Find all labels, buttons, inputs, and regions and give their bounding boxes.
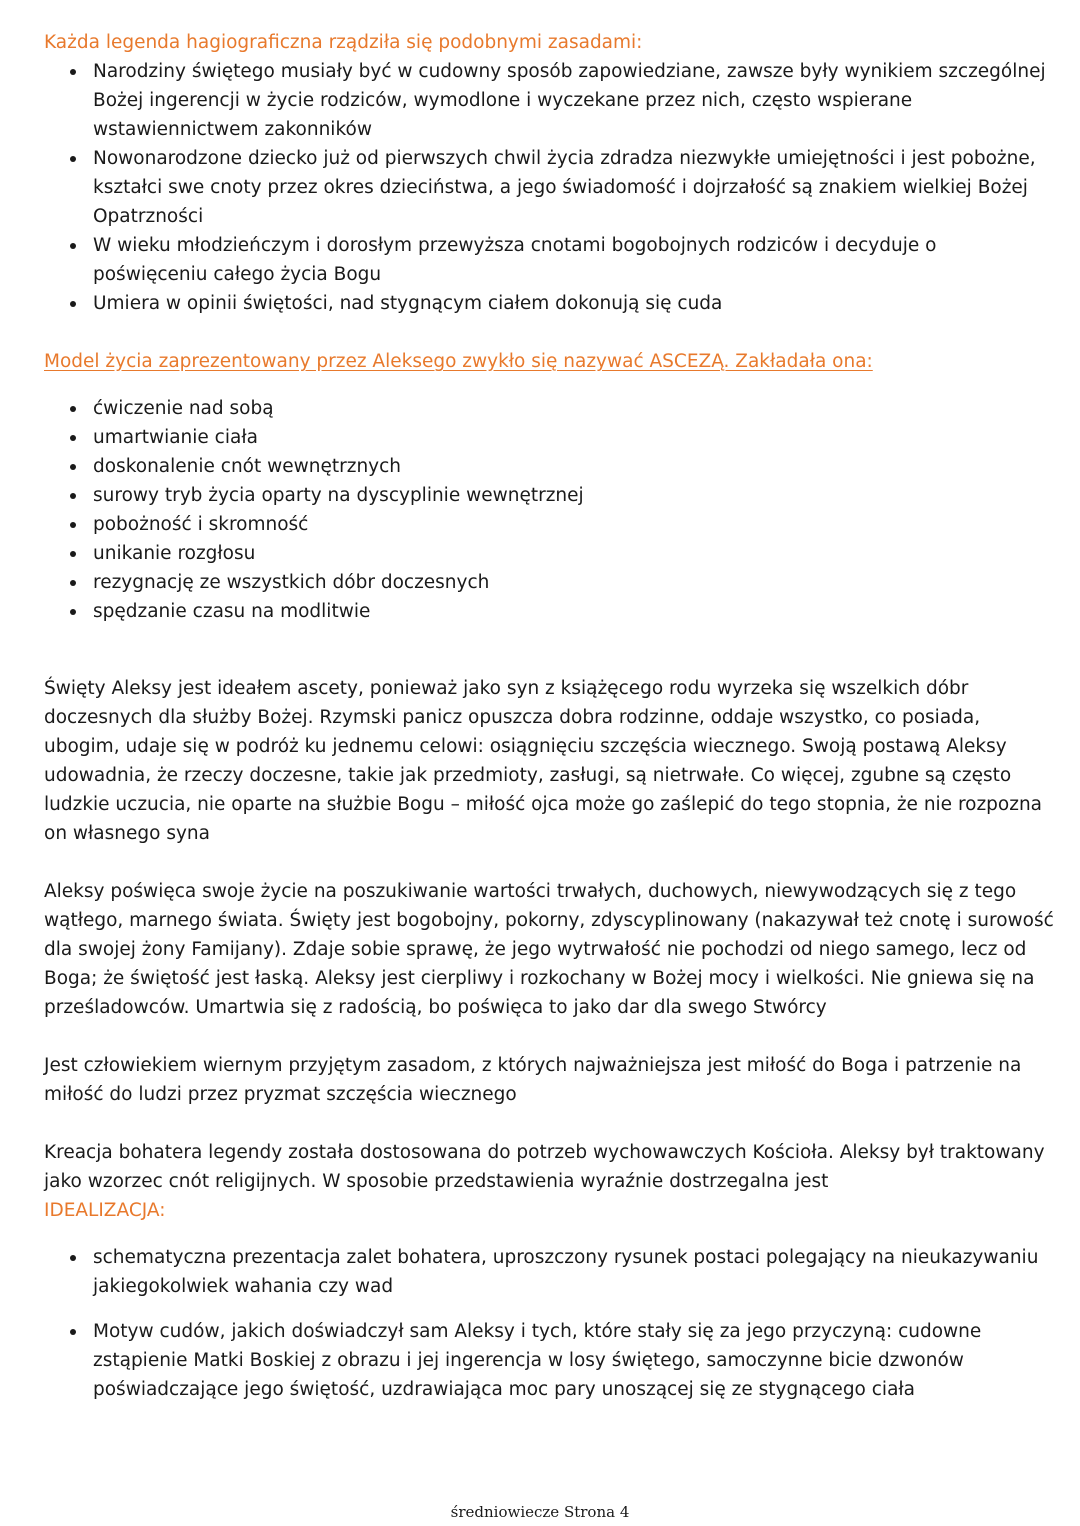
section-heading: Każda legenda hagiograficzna rządziła się podobnymi zasadami:	[44, 32, 643, 53]
section-hagiography-rules	[44, 28, 1054, 318]
list-item: pobożność i skromność	[44, 510, 1054, 539]
idealization-label: IDEALIZACJA:	[44, 1200, 166, 1221]
list-item: rezygnację ze wszystkich dóbr doczesnych	[44, 568, 1054, 597]
bullet-list	[44, 1243, 1054, 1404]
list-item: unikanie rozgłosu	[44, 539, 1054, 568]
list-item: Narodziny świętego musiały być w cudowny sposób zapowiedziane, zawsze były wynikiem szczególnej Bożej ingerencji w życie rodziców, wymodlone i wyczekane przez nich, często wspierane wstawiennictwem zakonników	[44, 57, 1054, 144]
paragraph-4	[44, 1138, 1054, 1225]
bullet-icon	[70, 493, 76, 499]
list-item: doskonalenie cnót wewnętrznych	[44, 452, 1054, 481]
bullet-icon	[70, 406, 76, 412]
page-footer: średniowiecze Strona 4	[450, 1503, 630, 1521]
list-item: Umiera w opinii świętości, nad stygnącym ciałem dokonują się cuda	[44, 289, 1054, 318]
list-item: schematyczna prezentacja zalet bohatera, uproszczony rysunek postaci polegający na nieukazywaniu jakiegokolwiek wahania czy wad	[44, 1243, 1054, 1301]
bullet-icon	[70, 435, 76, 441]
bullet-icon	[70, 301, 76, 307]
section-heading: Model życia zaprezentowany przez Aleksego zwykło się nazywać ASCEZĄ. Zakładała ona:	[44, 351, 873, 372]
body-paragraph: Jest człowiekiem wiernym przyjętym zasadom, z których najważniejsza jest miłość do Boga i patrzenie na miłość do ludzi przez pryzmat szczęścia wiecznego	[44, 1055, 1022, 1105]
list-item: ćwiczenie nad sobą	[44, 394, 1054, 423]
paragraph-1	[44, 674, 1054, 848]
list-item: W wieku młodzieńczym i dorosłym przewyższa cnotami bogobojnych rodziców i decyduje o poświęceniu całego życia Bogu	[44, 231, 1054, 289]
list-item: Motyw cudów, jakich doświadczył sam Aleksy i tych, które stały się za jego przyczyną: cudowne zstąpienie Matki Boskiej z obrazu i jej ingerencja w losy świętego, samoczynne bicie dzwonów poświadczające jego świętość, uzdrawiająca moc pary unoszącej się ze stygnącego ciała	[44, 1317, 1054, 1404]
list-item: spędzanie czasu na modlitwie	[44, 597, 1054, 626]
bullet-icon	[70, 1255, 76, 1261]
bullet-list	[44, 57, 1054, 318]
bullet-icon	[70, 1329, 76, 1335]
bullet-icon	[70, 156, 76, 162]
idealization-list	[44, 1243, 1054, 1420]
section-asceticism	[44, 347, 1054, 376]
list-item: Nowonarodzone dziecko już od pierwszych chwil życia zdradza niezwykłe umiejętności i jest pobożne, kształci swe cnoty przez okres dzieciństwa, a jego świadomość i dojrzałość są znakiem wielkiej Bożej Opatrzności	[44, 144, 1054, 231]
bullet-icon	[70, 609, 76, 615]
body-paragraph: Święty Aleksy jest ideałem ascety, ponieważ jako syn z książęcego rodu wyrzeka się wszelkich dóbr doczesnych dla służby Bożej. Rzymski panicz opuszcza dobra rodzinne, oddaje wszystko, co posiada, ubogim, udaje się w podróż ku jednemu celowi: osiągnięciu szczęścia wiecznego. Swoją postawą Aleksy udowadnia, że rzeczy doczesne, takie jak przedmioty, zasługi, są nietrwałe. Co więcej, zgubne są często ludzkie uczucia, nie oparte na służbie Bogu – miłość ojca może go zaślepić do tego stopnia, że nie rozpozna on własnego syna	[44, 678, 1043, 844]
bullet-icon	[70, 243, 76, 249]
bullet-icon	[70, 580, 76, 586]
bullet-icon	[70, 551, 76, 557]
list-item: surowy tryb życia oparty na dyscyplinie wewnętrznej	[44, 481, 1054, 510]
body-paragraph: Aleksy poświęca swoje życie na poszukiwanie wartości trwałych, duchowych, niewywodzących się z tego wątłego, marnego świata. Święty jest bogobojny, pokorny, zdyscyplinowany (nakazywał też cnotę i surowość dla swojej żony Famijany). Zdaje sobie sprawę, że jego wytrwałość nie pochodzi od niego samego, lecz od Boga; że świętość jest łaską. Aleksy jest cierpliwy i rozkochany w Bożej mocy i wielkości. Nie gniewa się na prześladowców. Umartwia się z radością, bo poświęca to jako dar dla swego Stwórcy	[44, 881, 1054, 1018]
body-paragraph: Kreacja bohatera legendy została dostosowana do potrzeb wychowawczych Kościoła. Aleksy był traktowany jako wzorzec cnót religijnych. W sposobie przedstawienia wyraźnie dostrzegalna jest IDEALIZACJA:	[44, 1142, 1045, 1221]
paragraph-3	[44, 1051, 1054, 1109]
bullet-icon	[70, 464, 76, 470]
bullet-icon	[70, 522, 76, 528]
paragraph-2	[44, 877, 1054, 1022]
asceticism-list	[44, 394, 1054, 626]
list-item: umartwianie ciała	[44, 423, 1054, 452]
bullet-list	[44, 394, 1054, 626]
bullet-icon	[70, 69, 76, 75]
